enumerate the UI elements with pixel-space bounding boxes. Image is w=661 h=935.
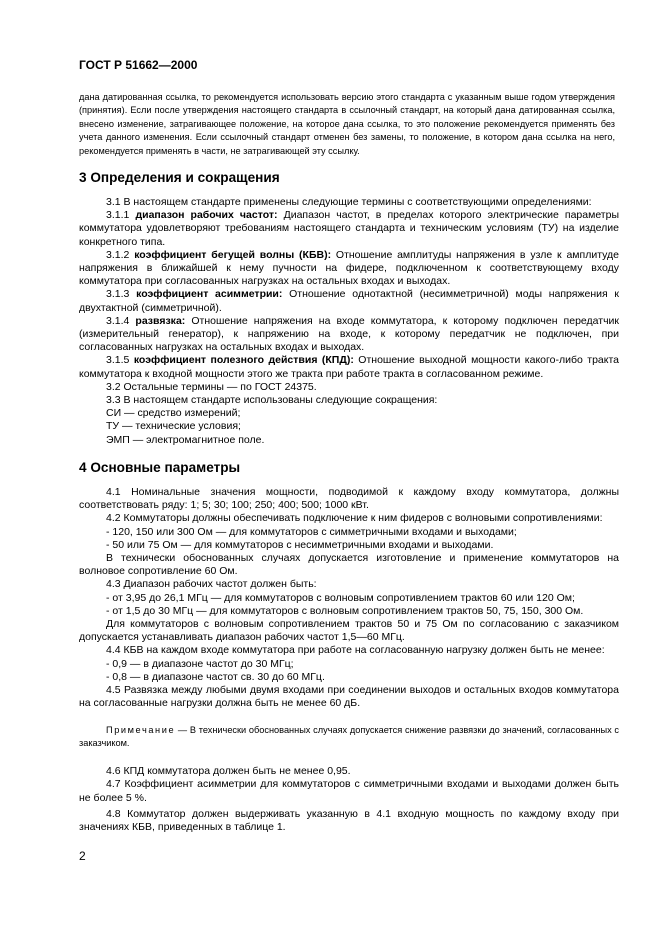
abbreviation-item: ЭМП — электромагнитное поле. bbox=[106, 433, 265, 446]
note-label: Примечание bbox=[106, 724, 176, 735]
paragraph-3-1: 3.1 В настоящем стандарте применены следующие термины с соответствующими определениями: bbox=[106, 196, 592, 208]
paragraph-3-1-2 bbox=[79, 249, 619, 289]
paragraph-3-3: 3.3 В настоящем стандарте использованы следующие сокращения: bbox=[106, 394, 438, 407]
section-3 bbox=[79, 170, 619, 447]
clause-number: 3.1.1 bbox=[106, 209, 136, 222]
list-item: - от 3,95 до 26,1 МГц — для коммутаторов с волновым сопротивлением трактов 60 или 120 Ом; bbox=[106, 591, 575, 604]
list-item: - 0,8 — в диапазоне частот св. 30 до 60 МГц. bbox=[106, 670, 325, 683]
definition: Отношение однотактной (несимметричной) моды напряжения к двухтактной (симметричной). bbox=[79, 288, 619, 314]
page-number: 2 bbox=[79, 849, 86, 863]
intro-paragraph: дана датированная ссылка, то рекомендуется использовать версию этого стандарта с указанным выше годом утверждения (принятия). Если после утверждения настоящего стандарта в ссылочный стандарт, на который дана датированная ссылка, внесено изменение, затрагивающее положение, на которое дана ссылка, то это положение рекомендуется применять без учета данного изменения. Если ссылочный стандарт отменен без замены, то положение, в котором дана ссылка на него, рекомендуется применять в части, не затрагивающей эту ссылку. bbox=[79, 92, 615, 156]
paragraph-4-6: 4.6 КПД коммутатора должен быть не менее 0,95. bbox=[106, 765, 351, 778]
definition: Диапазон частот, в пределах которого электрические параметры коммутатора удовлетворяют требованиям настоящего стандарта и техническим условиям (ТУ) на изделие конкретного типа. bbox=[79, 209, 619, 248]
paragraph-3-1-5 bbox=[79, 354, 619, 380]
term: коэффициент асимметрии: bbox=[136, 288, 283, 301]
abbreviation-item: ТУ — технические условия; bbox=[106, 420, 241, 433]
paragraph-4-3: 4.3 Диапазон рабочих частот должен быть: bbox=[106, 578, 317, 591]
section-3-title: 3 Определения и сокращения bbox=[79, 170, 280, 185]
term: коэффициент полезного действия (КПД): bbox=[133, 354, 354, 367]
paragraph-4-7: 4.7 Коэффициент асимметрии для коммутаторов с симметричными входами и выходами должен быть не более 5 %. bbox=[79, 778, 619, 804]
paragraph-3-1-3 bbox=[79, 288, 619, 314]
clause-number: 3.1.5 bbox=[106, 354, 134, 367]
list-item: - от 1,5 до 30 МГц — для коммутаторов с волновым сопротивлением трактов 50, 75, 150, 300 Ом. bbox=[106, 604, 584, 617]
list-item: - 0,9 — в диапазоне частот до 30 МГц; bbox=[106, 657, 294, 670]
section-4-title: 4 Основные параметры bbox=[79, 460, 241, 475]
note bbox=[79, 724, 619, 750]
note-text: — В технически обоснованных случаях допускается снижение развязки до значений, согласованных с заказчиком. bbox=[79, 724, 619, 748]
term: развязка: bbox=[135, 314, 186, 327]
clause-number: 3.1.3 bbox=[106, 288, 137, 301]
term: диапазон рабочих частот: bbox=[135, 209, 278, 222]
list-item: - 120, 150 или 300 Ом — для коммутаторов с симметричными входами и выходами; bbox=[106, 525, 517, 538]
paragraph-4-1: 4.1 Номинальные значения мощности, подводимой к каждому входу коммутатора, должны соответствовать ряду: 1; 5; 30; 100; 250; 400; 500; 1000 кВт. bbox=[79, 486, 619, 512]
paragraph-3-2: 3.2 Остальные термины — по ГОСТ 24375. bbox=[106, 380, 317, 393]
paragraph-4-4: 4.4 КБВ на каждом входе коммутатора при работе на согласованную нагрузку должен быть не менее: bbox=[106, 644, 605, 657]
definition: Отношение напряжения на входе коммутатора, к которому подключен передатчик (измерительный генератор), к напряжению на входе, к которому передатчик не подключен, при согласованных нагрузках на остальных входах и выходах. bbox=[79, 314, 619, 354]
clause-number: 3.1.4 bbox=[106, 314, 136, 327]
paragraph-4-8: 4.8 Коммутатор должен выдерживать указанную в 4.1 входную мощность по каждому входу при значениях КБВ, приведенных в таблице 1. bbox=[79, 807, 619, 834]
abbreviation-item: СИ — средство измерений; bbox=[106, 407, 241, 420]
definition: Отношение амплитуды напряжения в узле к амплитуде напряжения в ближайшей к нему пучности на фидере, подключенном к соответствующему входу коммутатора при согласованных нагрузках на остальных входах и выходах. bbox=[79, 248, 619, 288]
paragraph-3-1-1 bbox=[79, 209, 619, 249]
definition: Отношение выходной мощности какого-либо тракта коммутатора к входной мощности этого же тракта при работе тракта в согласованном режиме. bbox=[79, 354, 619, 380]
term: коэффициент бегущей волны (КБВ): bbox=[134, 248, 332, 261]
list-item: - 50 или 75 Ом — для коммутаторов с несимметричными входами и выходами. bbox=[106, 538, 494, 551]
document-header: ГОСТ Р 51662—2000 bbox=[79, 58, 198, 72]
paragraph-3-1-4 bbox=[79, 315, 619, 355]
clause-number: 3.1.2 bbox=[106, 248, 135, 261]
paragraph-4-2-note: В технически обоснованных случаях допускается изготовление и применение коммутаторов на волновое сопротивление 60 Ом. bbox=[79, 552, 619, 578]
paragraph-4-2: 4.2 Коммутаторы должны обеспечивать подключение к ним фидеров с волновыми сопротивлениями: bbox=[106, 512, 603, 525]
paragraph-4-3-extra: Для коммутаторов с волновым сопротивлением трактов 50 и 75 Ом по согласованию с заказчиком допускается устанавливать диапазон рабочих частот 1,5—60 МГц. bbox=[79, 618, 619, 644]
section-4 bbox=[79, 460, 619, 834]
paragraph-4-5: 4.5 Развязка между любыми двумя входами при соединении выходов и остальных входов коммутатора на согласованные нагрузки должна быть не менее 60 дБ. bbox=[79, 684, 619, 710]
